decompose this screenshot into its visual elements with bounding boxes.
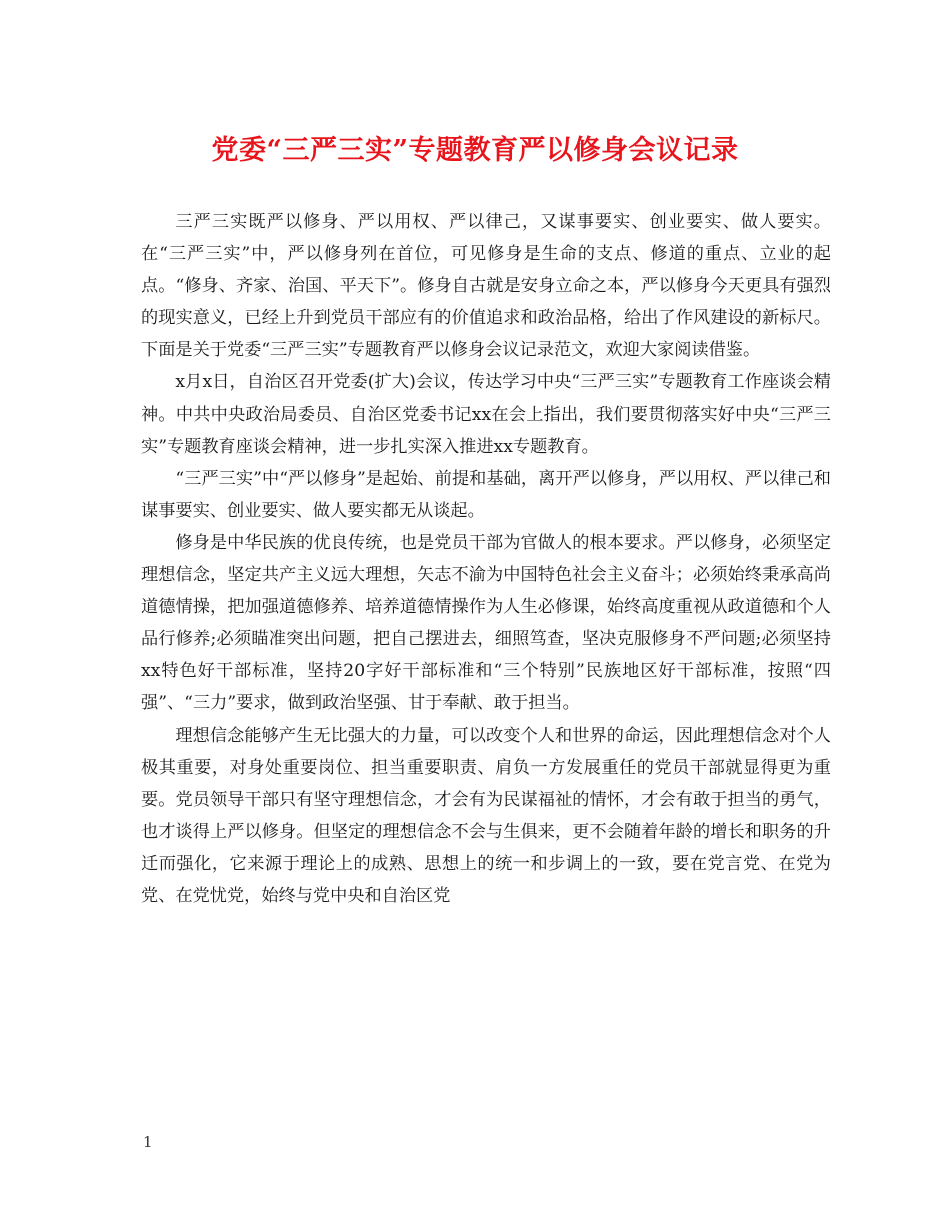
page-number: 1	[143, 1133, 153, 1151]
document-title: 党委“三严三实”专题教育严以修身会议记录	[211, 135, 739, 166]
paragraph-intro: 三严三实既严以修身、严以用权、严以律己，又谋事要实、创业要实、做人要实。在“三严三实”中，严以修身列在首位，可见修身是生命的支点、修道的重点、立业的起点。“修身、齐家、治国、平天下”。修身自古就是安身立命之本，严以修身今天更具有强烈的现实意义，已经上升到党员干部应有的价值追求和政治品格，给出了作风建设的新标尺。下面是关于党委“三严三实”专题教育严以修身会议记录范文，欢迎大家阅读借鉴。	[141, 212, 831, 361]
paragraph-foundation: “三严三实”中“严以修身”是起始、前提和基础，离开严以修身，严以用权、严以律己和谋事要实、创业要实、做人要实都无从谈起。	[141, 468, 831, 521]
paragraph-meeting: x月x日，自治区召开党委(扩大)会议，传达学习中央“三严三实”专题教育工作座谈会精神。中共中央政治局委员、自治区党委书记xx在会上指出，我们要贯彻落实好中央“三严三实”专题教育座谈会精神，进一步扎实深入推进xx专题教育。	[141, 372, 831, 457]
paragraph-ideals: 理想信念能够产生无比强大的力量，可以改变个人和世界的命运，因此理想信念对个人极其重要，对身处重要岗位、担当重要职责、肩负一方发展重任的党员干部就显得更为重要。党员领导干部只有坚守理想信念，才会有为民谋福祉的情怀，才会有敢于担当的勇气，也才谈得上严以修身。但坚定的理想信念不会与生俱来，更不会随着年龄的增长和职务的升迁而强化，它来源于理论上的成熟、思想上的统一和步调上的一致，要在党言党、在党为党、在党忧党，始终与党中央和自治区党	[141, 725, 831, 906]
document-body	[141, 206, 831, 912]
paragraph-requirements: 修身是中华民族的优良传统，也是党员干部为官做人的根本要求。严以修身，必须坚定理想信念，坚定共产主义远大理想，矢志不渝为中国特色社会主义奋斗；必须始终秉承高尚道德情操，把加强道德修养、培养道德情操作为人生必修课，始终高度重视从政道德和个人品行修养;必须瞄准突出问题，把自己摆进去，细照笃查，坚决克服修身不严问题;必须坚持xx特色好干部标准，坚持20字好干部标准和“三个特别”民族地区好干部标准，按照“四强”、“三力”要求，做到政治坚强、甘于奉献、敢于担当。	[141, 532, 831, 714]
